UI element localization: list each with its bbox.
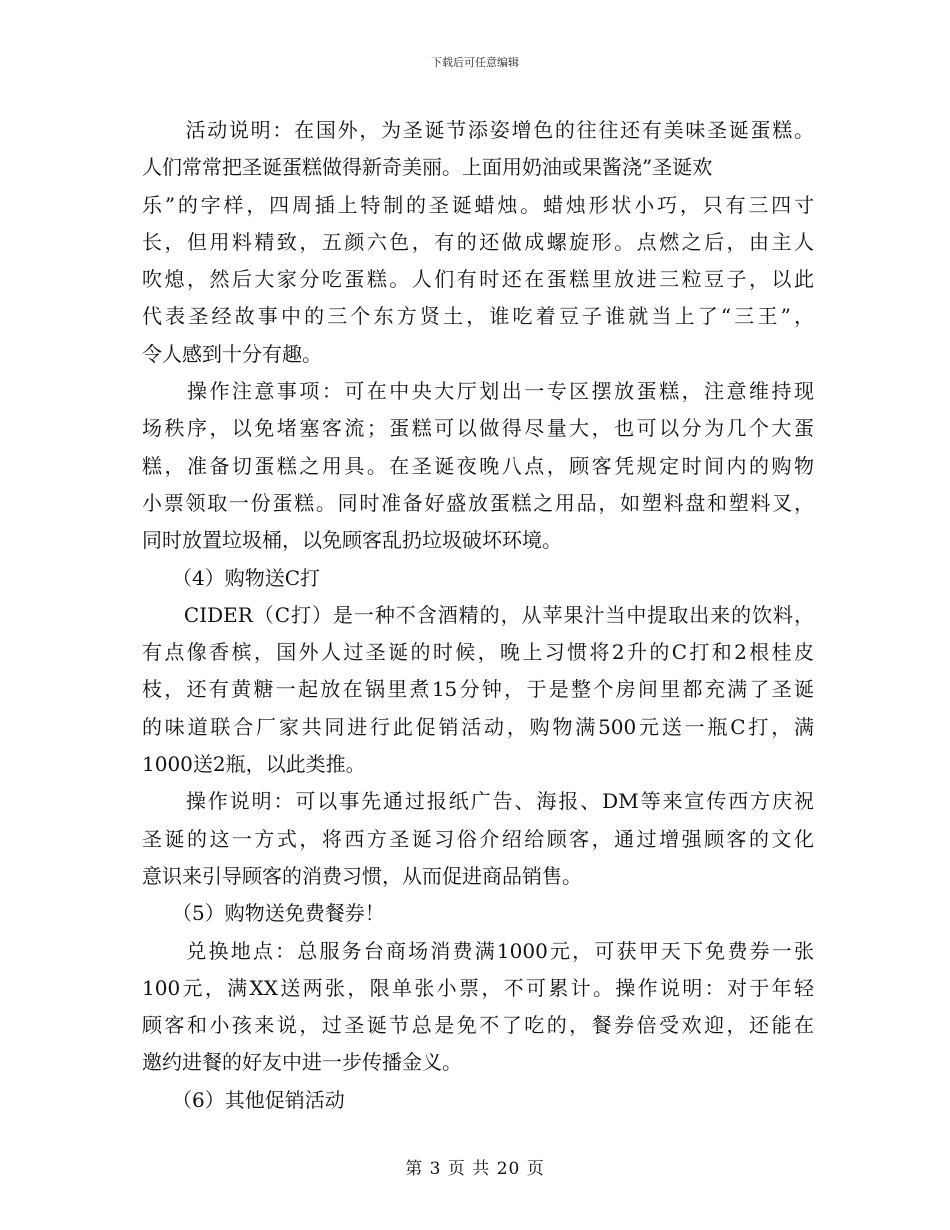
text-line: 人们常常把圣诞蛋糕做得新奇美丽。上面用奶油或果酱浇”圣诞欢 <box>142 155 713 180</box>
document-body <box>142 112 814 1119</box>
text-line: （4）购物送C打 <box>142 565 321 590</box>
text-line: 操作说明：可以事先通过报纸广告、海报、DM等来宣传西方庆祝 <box>142 789 814 814</box>
text-line: 长，但用料精致，五颜六色，有的还做成螺旋形。点燃之后，由主人 <box>142 229 814 254</box>
text-line: 糕，准备切蛋糕之用具。在圣诞夜晚八点，顾客凭规定时间内的购物 <box>142 453 814 478</box>
text-line: （5）购物送免费餐券！ <box>142 901 385 926</box>
text-line: 兑换地点：总服务台商场消费满1000元，可获甲天下免费券一张 <box>142 938 814 963</box>
text-line: 100元，满XX送两张，限单张小票，不可累计。操作说明：对于年轻 <box>142 975 814 1000</box>
text-line: 的味道联合厂家共同进行此促销活动，购物满500元送一瓶C打，满 <box>142 714 814 739</box>
text-line: 同时放置垃圾桶，以免顾客乱扔垃圾破坏环境。 <box>142 528 562 553</box>
text-line: 操作注意事项：可在中央大厅划出一专区摆放蛋糕，注意维持现 <box>142 379 814 404</box>
text-line: 有点像香槟，国外人过圣诞的时候，晚上习惯将2升的C打和2根桂皮 <box>142 640 814 665</box>
text-line: 1000送2瓶，以此类推。 <box>142 752 366 777</box>
text-line: CIDER（C打）是一种不含酒精的，从苹果汁当中提取出来的饮料， <box>142 602 814 627</box>
text-line: 乐”的字样，四周插上特制的圣诞蜡烛。蜡烛形状小巧，只有三四寸 <box>142 192 814 217</box>
text-line: 令人感到十分有趣。 <box>142 341 322 366</box>
text-line: 枝，还有黄糖一起放在锅里煮15分钟，于是整个房间里都充满了圣诞 <box>142 677 814 702</box>
page-header: 下载后可任意编辑 <box>431 56 519 69</box>
text-line: 圣诞的这一方式，将西方圣诞习俗介绍给顾客，通过增强顾客的文化 <box>142 826 814 851</box>
text-line: 小票领取一份蛋糕。同时准备好盛放蛋糕之用品，如塑料盘和塑料叉， <box>142 490 814 515</box>
text-line: （6）其他促销活动 <box>142 1087 345 1112</box>
text-line: 意识来引导顾客的消费习惯，从而促进商品销售。 <box>142 863 582 888</box>
text-line: 吹熄，然后大家分吃蛋糕。人们有时还在蛋糕里放进三粒豆子，以此 <box>142 267 814 292</box>
text-line: 活动说明：在国外，为圣诞节添姿增色的往往还有美味圣诞蛋糕。 <box>142 118 814 142</box>
text-line: 顾客和小孩来说，过圣诞节总是免不了吃的，餐券倍受欢迎，还能在 <box>142 1013 814 1038</box>
text-line: 代表圣经故事中的三个东方贤土，谁吃着豆子谁就当上了“三王”， <box>142 304 814 329</box>
text-line: 场秩序，以免堵塞客流；蛋糕可以做得尽量大，也可以分为几个大蛋 <box>142 416 814 441</box>
text-line: 邀约进餐的好友中进一步传播金义。 <box>142 1050 462 1075</box>
page-footer: 第 3 页 共 20 页 <box>405 1159 545 1179</box>
